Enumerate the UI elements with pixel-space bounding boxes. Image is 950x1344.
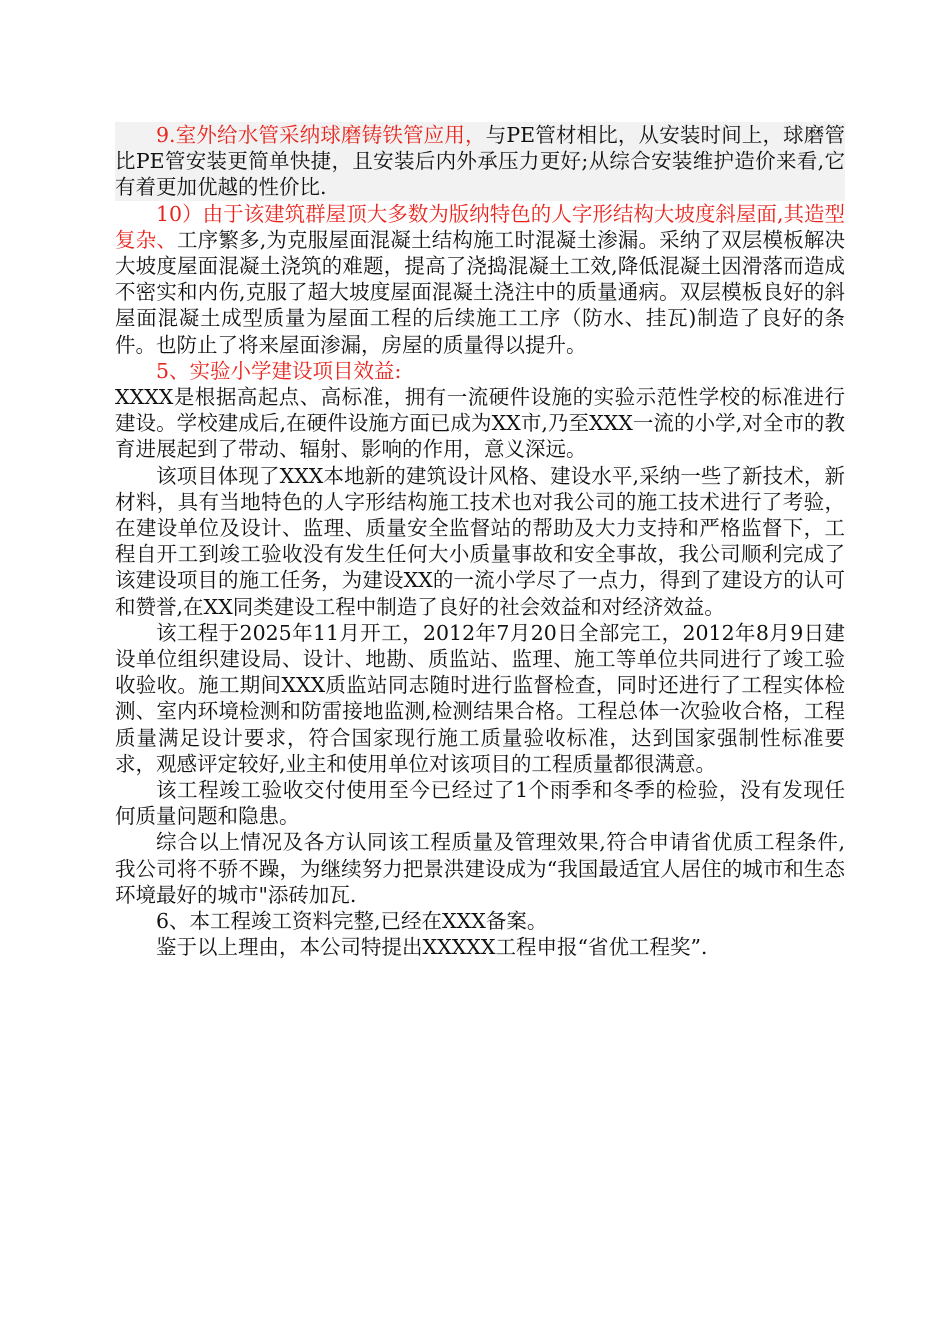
paragraph-text: XXXX是根据高起点、高标准，拥有一流硬件设施的实验示范性学校的标准进行建设。学校建成后,在硬件设施方面已成为XX市,乃至XXX一流的小学,对全市的教育进展起到了带动、辐射、影响的作用，意义深远。 <box>115 385 845 462</box>
paragraph-records <box>115 908 845 934</box>
heading-roof-formwork: 10）由于该建筑群屋顶大多数为版纳特色的人字形结构大坡度斜屋面,其造型复杂、 <box>115 201 845 252</box>
paragraph-school-standard <box>115 384 845 463</box>
paragraph-project-reflection <box>115 463 845 620</box>
paragraph-ductile-iron-pipe <box>115 122 845 201</box>
paragraph-text: 该工程于2025年11月开工，2012年7月20日全部完工，2012年8月9日建设单位组织建设局、设计、地勘、质监站、监理、施工等单位共同进行了竣工验收验收。施工期间XXX质监站同志随时进行监督检查，同时还进行了工程实体检测、室内环境检测和防雷接地监测,检测结果合格。工程总体一次验收合格，工程质量满足设计要求，符合国家现行施工质量验收标准，达到国家强制性标准要求，观感评定较好,业主和使用单位对该项目的工程质量都很满意。 <box>115 620 845 776</box>
paragraph-summary <box>115 829 845 908</box>
paragraph-text: 工序繁多,为克服屋面混凝土结构施工时混凝土渗漏。采纳了双层模板解决大坡度屋面混凝土浇筑的难题，提高了浇捣混凝土工效,降低混凝土因滑落而造成不密实和内伤,克服了超大坡度屋面混凝土浇注中的质量通病。双层模板良好的斜屋面混凝土成型质量为屋面工程的后续施工工序（防水、挂瓦)制造了良好的条件。也防止了将来屋面渗漏，房屋的质量得以提升。 <box>115 227 846 357</box>
paragraph-text: 综合以上情况及各方认同该工程质量及管理效果,符合申请省优质工程条件,我公司将不骄不躁，为继续努力把景洪建设成为“我国最适宜人居住的城市和生态环境最好的城市"添砖加瓦. <box>115 830 845 907</box>
paragraph-application <box>115 934 845 960</box>
section-heading-project-benefits <box>115 358 845 384</box>
paragraph-text: 与PE管材相比，从安装时间上，球磨管比PE管安装更简单快捷，且安装后内外承压力更好;从综合安装维护造价来看,它有着更加优越的性价比. <box>115 123 845 200</box>
paragraph-roof-formwork <box>115 201 845 358</box>
paragraph-post-delivery <box>115 777 845 829</box>
paragraph-text: 该工程竣工验收交付使用至今已经过了1个雨季和冬季的检验，没有发现任何质量问题和隐患。 <box>115 778 845 829</box>
heading-ductile-iron-pipe: 9.室外给水管采纳球磨铸铁管应用， <box>156 123 486 147</box>
heading-project-benefits: 5、实验小学建设项目效益: <box>156 358 402 383</box>
paragraph-text: 6、本工程竣工资料完整,已经在XXX备案。 <box>156 909 548 934</box>
paragraph-text: 鉴于以上理由，本公司特提出XXXXX工程申报“省优工程奖”. <box>156 935 708 960</box>
document-body <box>115 122 845 961</box>
paragraph-text: 该项目体现了XXX本地新的建筑设计风格、建设水平,采纳一些了新技术，新材料，具有当地特色的人字形结构施工技术也对我公司的施工技术进行了考验，在建设单位及设计、监理、质量安全监督站的帮助及大力支持和严格监督下，工程自开工到竣工验收没有发生任何大小质量事故和安全事故，我公司顺利完成了该建设项目的施工任务，为建设XX的一流小学尽了一点力，得到了建设方的认可和赞誉,在XX同类建设工程中制造了良好的社会效益和对经济效益。 <box>115 463 845 619</box>
paragraph-construction-timeline <box>115 620 845 777</box>
